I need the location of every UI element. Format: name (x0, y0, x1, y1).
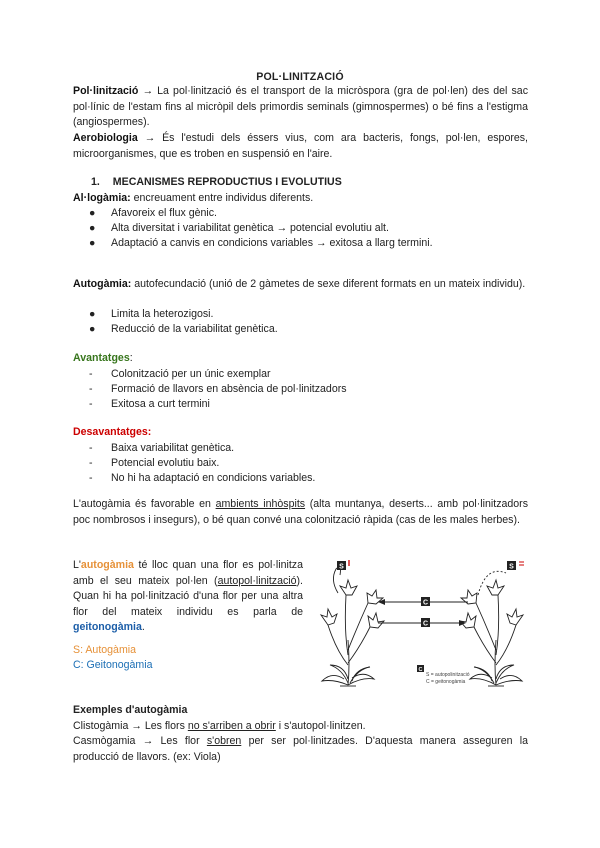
dash-icon: - (89, 368, 93, 380)
diagram-caption-line1: S = autopolinització (426, 672, 470, 678)
list-item: - Baixa variabilitat genètica. (73, 441, 528, 456)
autogamia-bullet-list (73, 307, 528, 337)
desavantatges-list (73, 441, 528, 487)
avantatges-list (73, 367, 528, 413)
svg-text:C: C (422, 620, 429, 628)
bullet-icon: ● (89, 323, 96, 336)
clistogamia-line: Clistogàmia → Les flors no s'arriben a obrir i s'autopol·linitzen. (73, 720, 366, 732)
dash-icon: - (89, 457, 93, 470)
diagram-s-label-right (507, 561, 516, 571)
geitonogamia-highlight: geitonogàmia (73, 621, 142, 634)
aerobiologia-definition: → És l'estudi dels éssers vius, com ara bacteris, fongs, pol·len, espores, microorganismes, que es troben en suspensió en l'aire. (73, 132, 528, 160)
dash-icon: - (89, 383, 93, 396)
desavantatges-heading (73, 426, 151, 438)
autogamia-highlight: autogàmia (80, 559, 134, 571)
list-item: ● Alta diversitat i variabilitat genètica → potencial evolutiu alt. (73, 221, 528, 236)
allogamia-def-text: encreuament entre individus diferents. (130, 192, 314, 204)
autogamia-definition (73, 277, 528, 293)
bullet-icon: ● (89, 207, 96, 219)
dash-icon: - (89, 442, 93, 454)
list-item: - Potencial evolutiu baix. (73, 456, 528, 471)
right-plant-illustration (460, 571, 523, 686)
autopollinitzacio-underline: autopol·linització (217, 574, 297, 587)
autogamia-def-text: autofecundació (unió de 2 gàmetes de sexe diferent formats en un mateix individu). (131, 278, 526, 290)
exemples-heading: Exemples d'autogàmia (73, 704, 188, 716)
diagram-s-label-left (337, 561, 346, 571)
page-title: POL·LINITZACIÓ (256, 71, 344, 83)
s-obren-underline: s'obren (206, 735, 242, 747)
list-item: ● Afavoreix el flux gènic. (73, 206, 528, 221)
svg-text:C: C (422, 599, 429, 607)
diagram-c-label-middle (421, 618, 430, 628)
svg-text:S: S (509, 563, 514, 571)
geitonogamia-paragraph: L'autogàmia té lloc quan una flor es pol·linitza amb el seu mateix pol·len (autopol·linització). Quan hi ha pol·linització d'una flor per una altra flor del mateix individu es parla de geitonogàmia. (73, 559, 303, 634)
section-number: 1. (91, 176, 100, 188)
legend-autogamia: S: Autogàmia (73, 644, 137, 656)
aerobiologia-paragraph (73, 131, 528, 162)
bullet-icon: ● (89, 237, 96, 250)
ambients-inhospits-underline: ambients inhòspits (215, 498, 306, 510)
section-heading (91, 176, 342, 188)
list-item: - Colonització per un únic exemplar (73, 367, 528, 382)
pollinitzacio-definition: → La pol·linització és el transport de la micròspora (gra de pol·len) des del sac pol·línic de l'estam fins al micròpil dels primordis seminals (gimnospermes) o bé fins a l'estigma (angiospermes). (73, 85, 528, 129)
list-item: ● Adaptació a canvis en condicions variables → exitosa a llarg termini. (73, 236, 528, 251)
avantatges-title: Avantatges (73, 352, 130, 364)
left-plant-illustration (321, 567, 384, 686)
dash-icon: - (89, 398, 93, 411)
pollinitzacio-term: Pol·linització (73, 85, 139, 97)
diagram-c-label-caption (417, 665, 424, 673)
autogamia-term: Autogàmia: (73, 278, 132, 290)
pollination-diagram (318, 555, 528, 690)
svg-text:S: S (339, 563, 344, 571)
bullet-icon: ● (89, 308, 96, 320)
avantatges-heading: Avantatges: (73, 352, 133, 364)
casmogamia-line: Casmògamia → Les flor s'obren per ser pol·linitzades. D'aquesta manera asseguren la producció de llavors. (ex: Viola) (73, 735, 528, 763)
allogamia-definition (73, 191, 528, 207)
diagram-c-label-top (421, 597, 430, 607)
list-item: - Exitosa a curt termini (73, 397, 528, 412)
dash-icon: - (89, 472, 93, 485)
pollinitzacio-paragraph (73, 84, 528, 131)
desavantatges-title: Desavantatges: (73, 426, 152, 438)
aerobiologia-term: Aerobiologia (73, 132, 138, 144)
diagram-caption-line2: C = geitonogàmia (426, 679, 466, 685)
list-item: ● Reducció de la variabilitat genètica. (73, 322, 528, 337)
list-item: - No hi ha adaptació en condicions variables. (73, 471, 528, 486)
bullet-icon: ● (89, 222, 96, 235)
allogamia-term: Al·logàmia: (73, 192, 131, 204)
no-s-arriben-underline: no s'arriben a obrir (187, 720, 276, 732)
allogamia-bullet-list (73, 206, 528, 252)
list-item: ● Limita la heterozigosi. (73, 307, 528, 322)
legend-geitonogamia: C: Geitonogàmia (73, 659, 153, 671)
section-title: MECANISMES REPRODUCTIUS I EVOLUTIUS (112, 176, 342, 188)
svg-text:C: C (418, 667, 423, 673)
list-item: - Formació de llavors en absència de pol·linitzadors (73, 382, 528, 397)
favorable-paragraph: L'autogàmia és favorable en ambients inhòspits (alta muntanya, deserts... amb pol·linitzadors poc nombrosos i insegurs), o bé quan convé una colonització ràpida (cas de les males herbes). (73, 498, 528, 526)
